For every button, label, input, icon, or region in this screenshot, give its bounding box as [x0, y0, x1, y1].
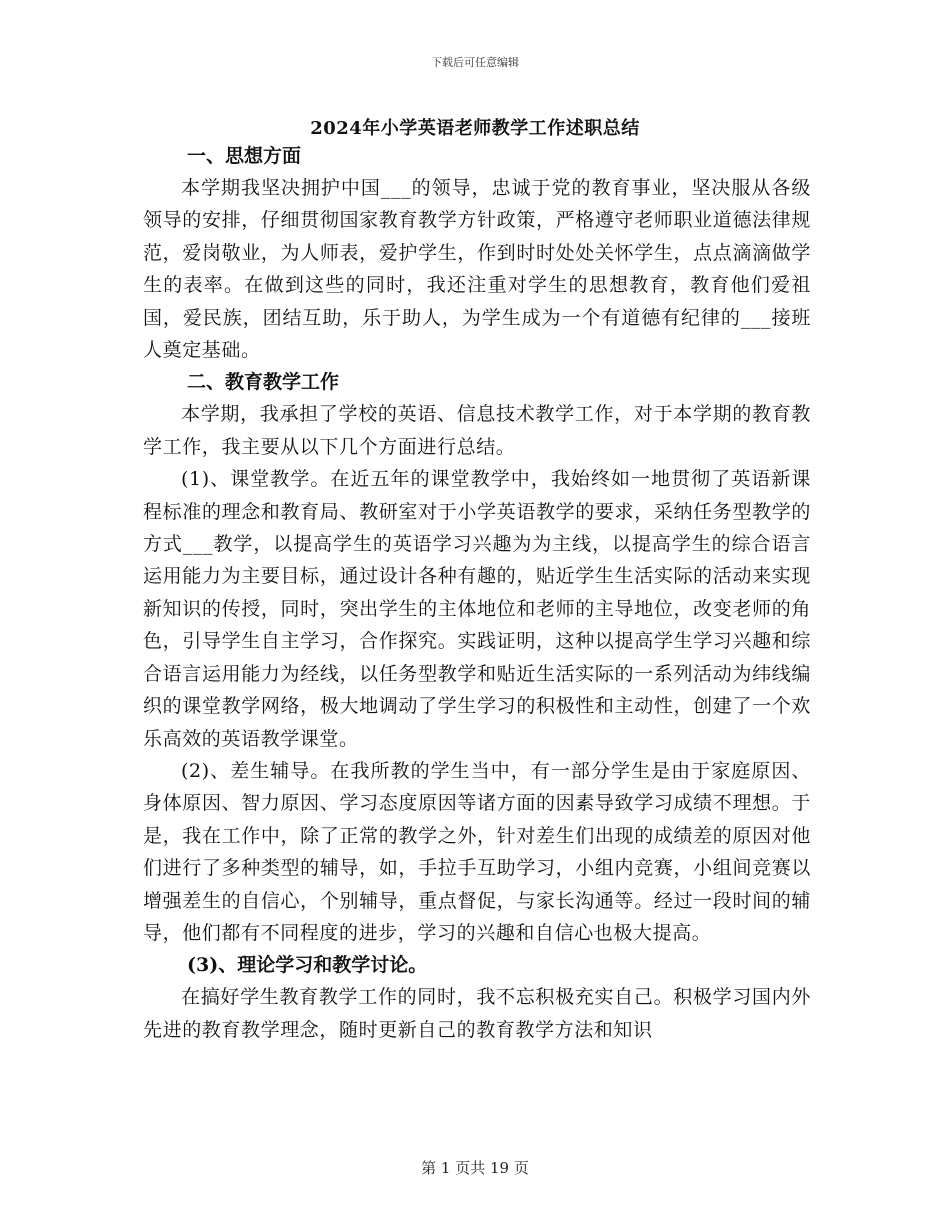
section-heading-theory: (3)、理论学习和教学讨论。 [187, 954, 428, 977]
page-header: 下载后可任意编辑 [431, 56, 519, 69]
paragraph-thought: 本学期我坚决拥护中国___的领导，忠诚于党的教育事业，坚决服从各级领导的安排，仔细贯彻国家教育教学方针政策，严格遵守老师职业道德法律规范，爱岗敬业，为人师表，爱护学生，作到时时处处关怀学生，点点滴滴做学生的表率。在做到这些的同时，我还注重对学生的思想教育，教育他们爱祖国，爱民族，团结互助，乐于助人，为学生成为一个有道德有纪律的___接班人奠定基础。 [143, 177, 811, 362]
paragraph-classroom-teaching: (1)、课堂教学。在近五年的课堂教学中，我始终如一地贯彻了英语新课程标准的理念和教育局、教研室对于小学英语教学的要求，采纳任务型教学的方式___教学，以提高学生的英语学习兴趣为为主线，以提高学生的综合语言运用能力为主要目标，通过设计各种有趣的，贴近学生生活实际的活动来实现新知识的传授，同时，突出学生的主体地位和老师的主导地位，改变老师的角色，引导学生自主学习，合作探究。实践证明，这种以提高学生学习兴趣和综合语言运用能力为经线，以任务型教学和贴近生活实际的一系列活动为纬线编织的课堂教学网络，极大地调动了学生学习的积极性和主动性，创建了一个欢乐高效的英语教学课堂。 [143, 468, 811, 750]
page-number: 第 1 页共 19 页 [421, 1159, 529, 1177]
document-body [143, 140, 811, 1046]
document-title: 2024年小学英语老师教学工作述职总结 [310, 118, 640, 139]
paragraph-theory: 在搞好学生教育教学工作的同时，我不忘积极充实自己。积极学习国内外先进的教育教学理念，随时更新自己的教育教学方法和知识 [143, 986, 811, 1041]
section-heading-teaching: 二、教育教学工作 [187, 371, 340, 394]
paragraph-tutoring: (2)、差生辅导。在我所教的学生当中，有一部分学生是由于家庭原因、身体原因、智力原因、学习态度原因等诸方面的因素导致学习成绩不理想。于是，我在工作中，除了正常的教学之外，针对差生们出现的成绩差的原因对他们进行了多种类型的辅导，如，手拉手互助学习，小组内竞赛，小组间竞赛以增强差生的自信心，个别辅导，重点督促，与家长沟通等。经过一段时间的辅导，他们都有不同程度的进步，学习的兴趣和自信心也极大提高。 [143, 759, 811, 944]
section-heading-thought: 一、思想方面 [187, 145, 302, 167]
paragraph-teaching-intro: 本学期，我承担了学校的英语、信息技术教学工作，对于本学期的教育教学工作，我主要从以下几个方面进行总结。 [143, 403, 811, 458]
